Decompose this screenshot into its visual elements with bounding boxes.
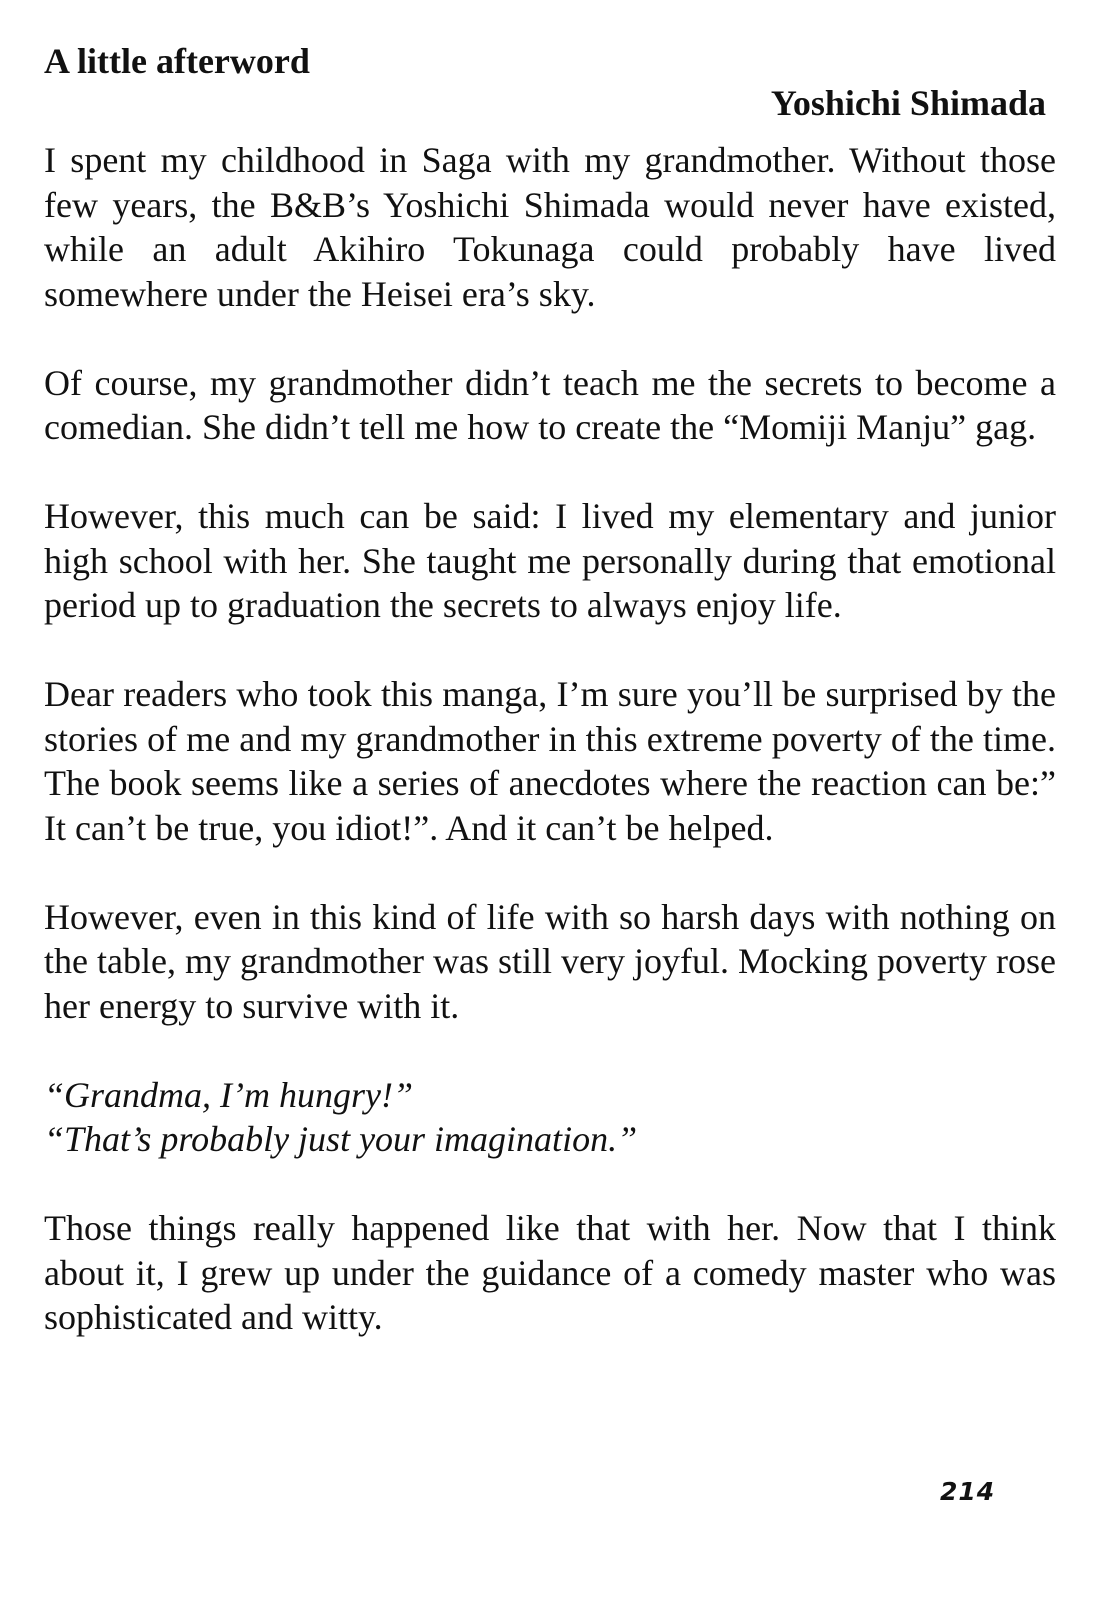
paragraph-childhood: I spent my childhood in Saga with my grandmother. Without those few years, the B&B’s Yoshichi Shimada would never have existed, while an adult Akihiro Tokunaga could probably have lived somewhere under the Heisei era’s sky. [44,140,1056,314]
dialogue-line-grandmother: “That’s probably just your imagination.” [44,1119,638,1159]
paragraph-poverty: However, even in this kind of life with so harsh days with nothing on the table, my grandmother was still very joyful. Mocking poverty rose her energy to survive with it. [44,896,1056,1026]
paragraph-comedian: Of course, my grandmother didn’t teach me the secrets to become a comedian. She didn’t tell me how to create the “Momiji Manju” gag. [44,362,1056,447]
author-name: Yoshichi Shimada [770,83,1046,123]
paragraph-closing: Those things really happened like that with her. Now that I think about it, I grew up under the guidance of a comedy master who was sophisticated and witty. [44,1208,1056,1337]
page-number: 214 [940,1477,996,1506]
paragraph-readers: Dear readers who took this manga, I’m sure you’ll be surprised by the stories of me and my grandmother in this extreme poverty of the time. The book seems like a series of anecdotes where the reaction can be:” It can’t be true, you idiot!”. And it can’t be helped. [44,674,1056,848]
page-title: A little afterword [44,41,310,81]
dialogue-quote [44,1073,1056,1162]
paragraph-school: However, this much can be said: I lived my elementary and junior high school with her. She taught me personally during that emotional period up to graduation the secrets to always enjoy life. [44,496,1056,625]
afterword-body [44,138,1056,1384]
dialogue-line-grandchild: “Grandma, I’m hungry!” [44,1074,413,1115]
